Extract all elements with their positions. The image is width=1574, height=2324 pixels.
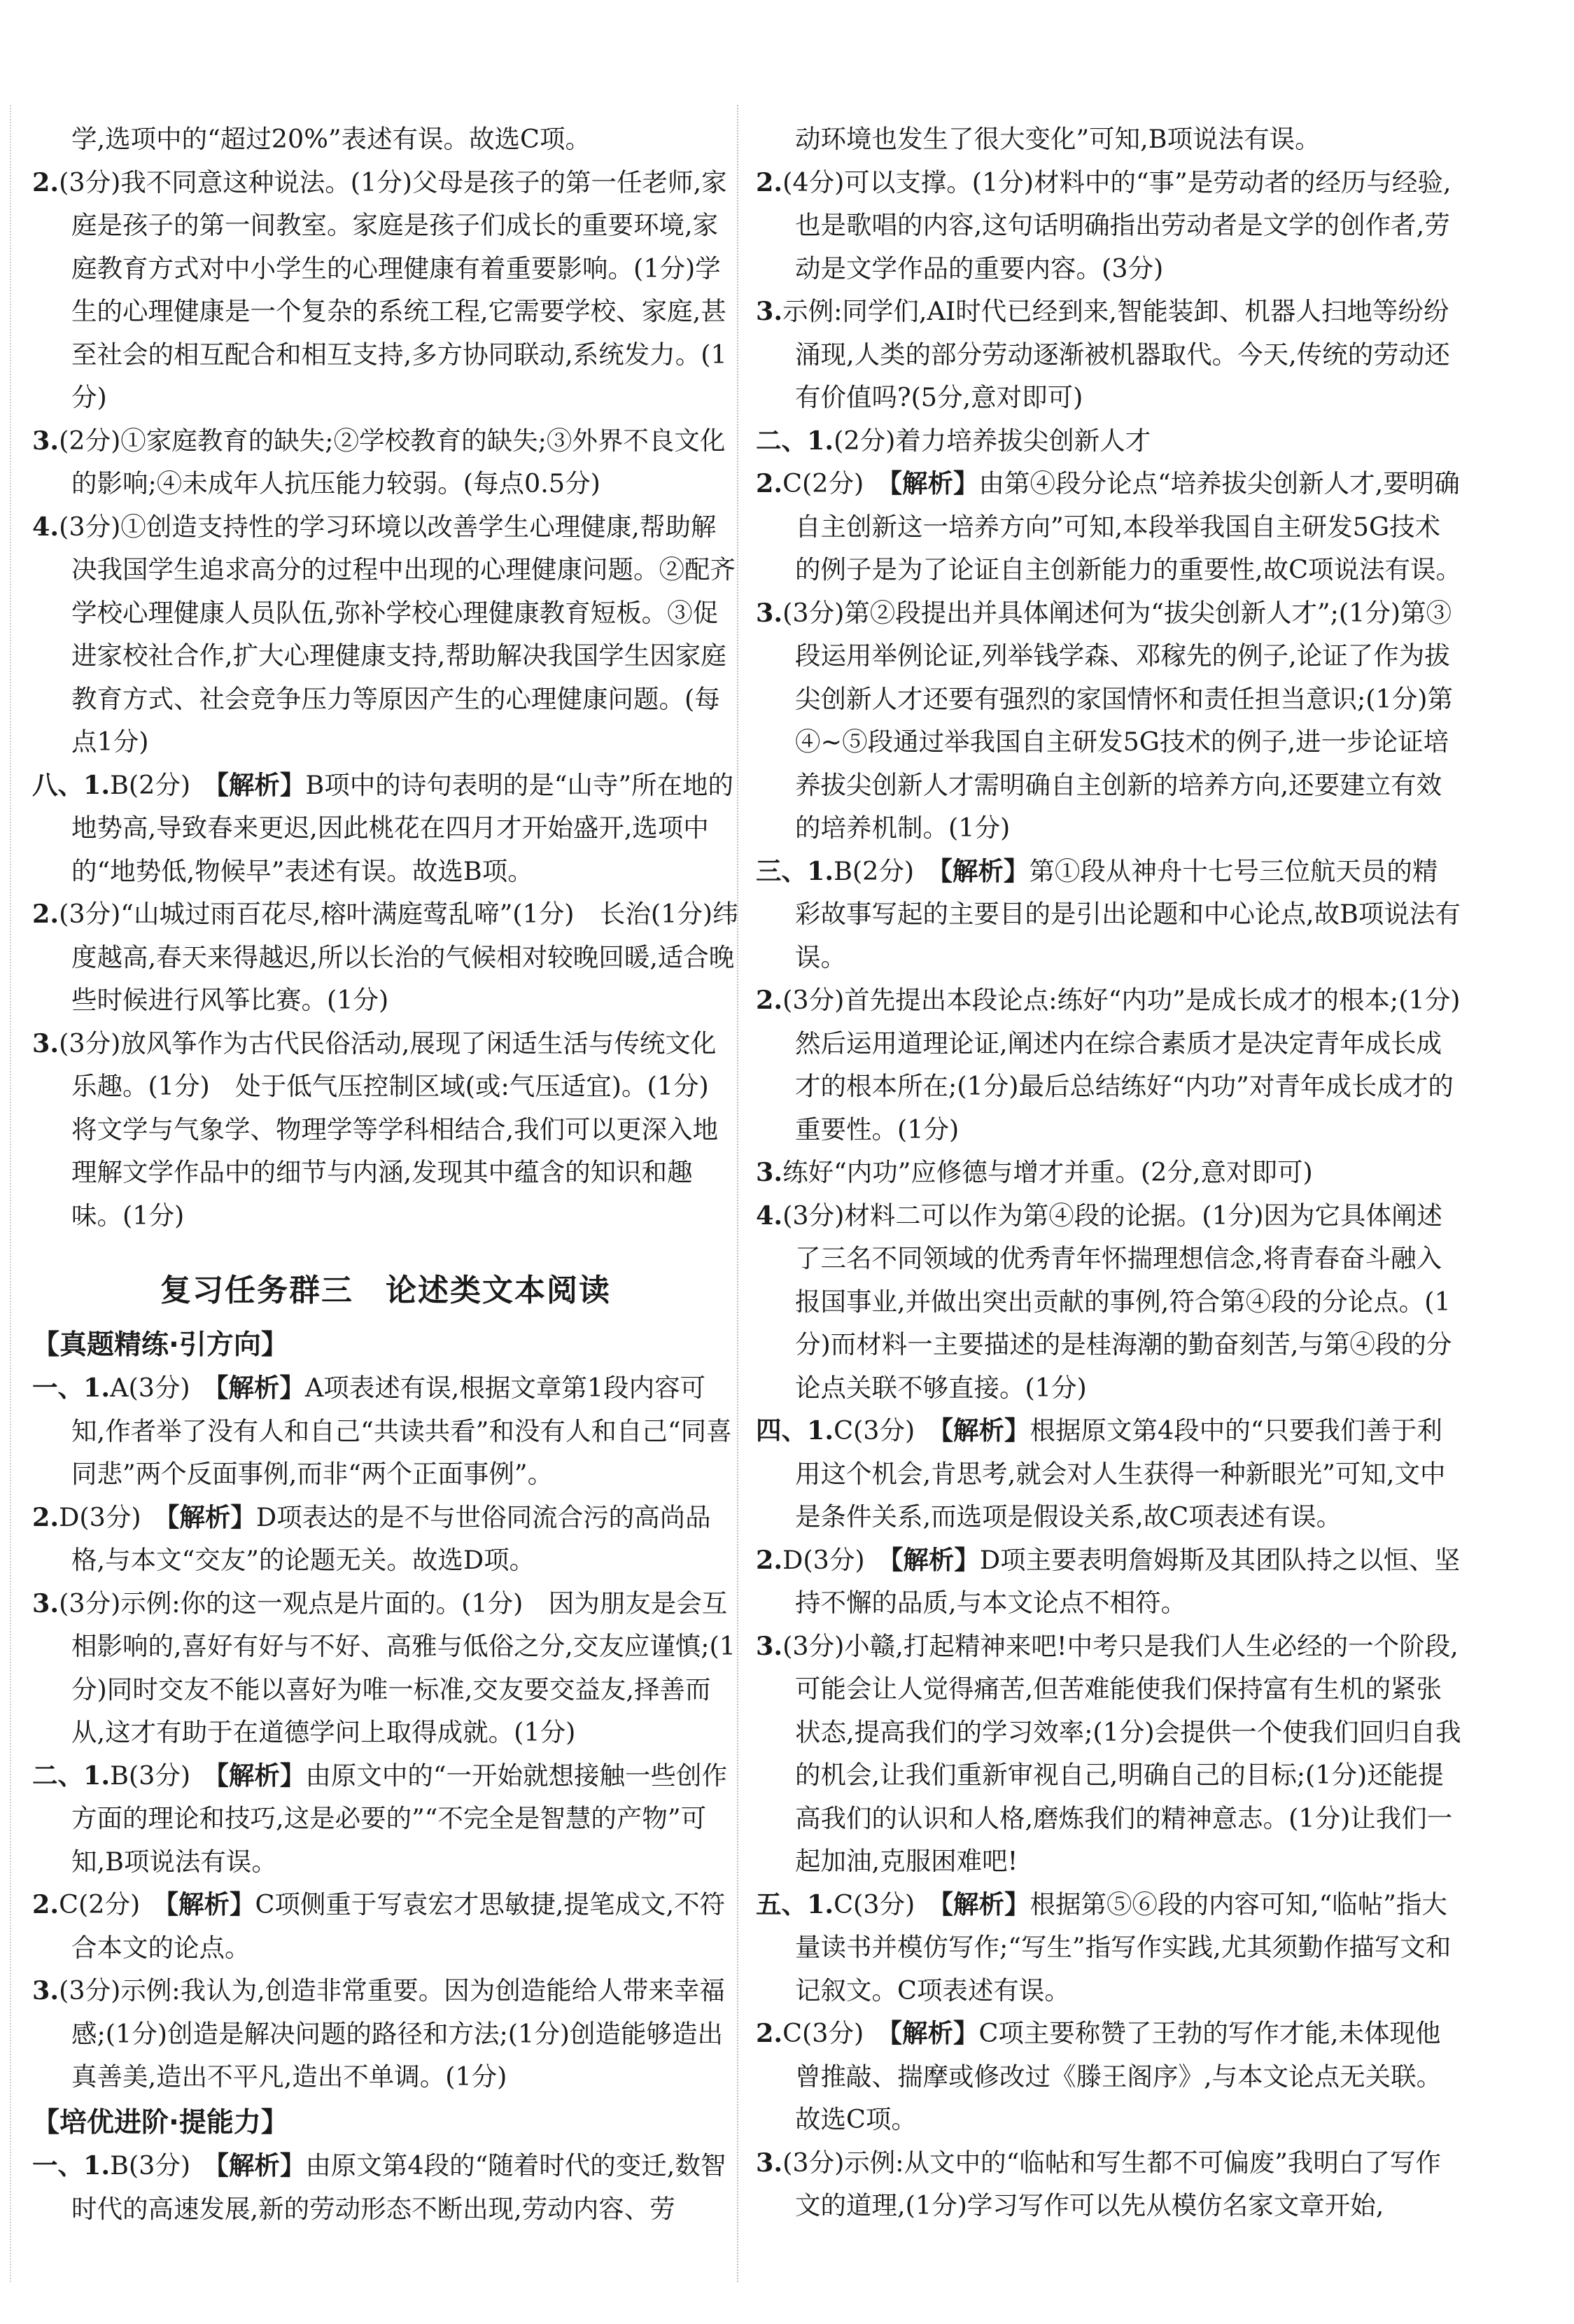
analysis-tag: 【解析】 bbox=[216, 1373, 305, 1403]
answer-item: 3.(3分)示例:我认为,创造非常重要。因为创造能给人带来幸福感;(1分)创造是解决问题的路径和方法;(1分)创造能够造出真善美,造出不平凡,造出不单调。(1分) bbox=[32, 1975, 725, 2092]
analysis-tag: 【解析】 bbox=[216, 1760, 306, 1791]
analysis-tag: 【解析】 bbox=[940, 1415, 1030, 1446]
answer-item: 3.(2分)①家庭教育的缺失;②学校教育的缺失;③外界不良文化的影响;④未成年人抗压能力较弱。(每点0.5分) bbox=[32, 425, 726, 498]
analysis-tag: 【解析】 bbox=[939, 855, 1030, 886]
answer-item: 五、1.C(3分) 【解析】根据第⑤⑥段的内容可知,“临帖”指大量读书并模仿写作;“写生”指写作实践,尤其须勤作描写文和记叙文。C项表述有误。 bbox=[756, 1889, 1452, 2005]
subsection-title: 【培优进阶·提能力】 bbox=[32, 2106, 288, 2138]
answer-item: 2.D(3分) 【解析】D项表达的是不与世俗同流合污的高尚品格,与本文“交友”的论题无关。故选D项。 bbox=[32, 1502, 711, 1575]
right-column bbox=[756, 118, 1463, 2227]
analysis-tag: 【解析】 bbox=[167, 1502, 256, 1532]
answer-item: 3.(3分)第②段提出并具体阐述何为“拔尖创新人才”;(1分)第③段运用举例论证,列举钱学森、邓稼先的例子,论证了作为拔尖创新人才还要有强烈的家国情怀和责任担当意识;(1分)第④~⑤段通过举我国自主研发5G技术的例子,进一步论证培养拔尖创新人才需明确自主创新的培养方向,还要建立有效的培养机制。(1分) bbox=[756, 597, 1453, 843]
answer-item: 二、1.B(3分) 【解析】由原文中的“一开始就想接触一些创作方面的理论和技巧,这是必要的”“不完全是智慧的产物”可知,B项说法有误。 bbox=[32, 1760, 728, 1877]
answer-item: 四、1.C(3分) 【解析】根据原文第4段中的“只要我们善于利用这个机会,肯思考,就会对人生获得一种新眼光”可知,文中是条件关系,而选项是假设关系,故C项表述有误。 bbox=[756, 1415, 1446, 1532]
answer-item: 2.C(3分) 【解析】C项主要称赞了王勃的写作才能,未体现他曾推敲、揣摩或修改过《滕王阁序》,与本文论点无关联。故选C项。 bbox=[756, 2018, 1442, 2134]
answer-item: 2.C(2分) 【解析】由第④段分论点“培养拔尖创新人才,要明确自主创新这一培养方向”可知,本段举我国自主研发5G技术的例子是为了论证自主创新能力的重要性,故C项说法有误。 bbox=[756, 468, 1462, 584]
answer-item: 4.(3分)材料二可以作为第④段的论据。(1分)因为它具体阐述了三名不同领域的优秀青年怀揣理想信念,将青春奋斗融入报国事业,并做出突出贡献的事例,符合第④段的分论点。(1分)而材料一主要描述的是桂海潮的勤奋刻苦,与第④段的分论点关联不够直接。(1分) bbox=[756, 1200, 1452, 1403]
analysis-tag: 【解析】 bbox=[165, 1889, 255, 1919]
analysis-tag: 【解析】 bbox=[216, 769, 306, 800]
answer-item: 2.(3分)“山城过雨百花尽,榕叶满庭莺乱啼”(1分) 长治(1分)纬度越高,春天来得越迟,所以长治的气候相对较晚回暖,适合晚些时候进行风筝比赛。(1分) bbox=[32, 899, 738, 1015]
answer-item: 3.练好“内功”应修德与增才并重。(2分,意对即可) bbox=[756, 1157, 1313, 1187]
answer-continuation: 动环境也发生了很大变化”可知,B项说法有误。 bbox=[795, 124, 1321, 154]
analysis-tag: 【解析】 bbox=[940, 1889, 1030, 1919]
answer-item: 2.(3分)我不同意这种说法。(1分)父母是孩子的第一任老师,家庭是孩子的第一间教室。家庭是孩子们成长的重要环境,家庭教育方式对中小学生的心理健康有着重要影响。(1分)学生的心理健康是一个复杂的系统工程,它需要学校、家庭,甚至社会的相互配合和相互支持,多方协同联动,系统发力。(1分) bbox=[32, 167, 727, 412]
analysis-tag: 【解析】 bbox=[889, 2018, 979, 2048]
answer-item: 3.示例:同学们,AI时代已经到来,智能装卸、机器人扫地等纷纷涌现,人类的部分劳动逐渐被机器取代。今天,传统的劳动还有价值吗?(5分,意对即可) bbox=[756, 296, 1450, 412]
analysis-tag: 【解析】 bbox=[889, 468, 979, 498]
answer-item: 2.(3分)首先提出本段论点:练好“内功”是成长成才的根本;(1分)然后运用道理论证,阐述内在综合素质才是决定青年成长成才的根本所在;(1分)最后总结练好“内功”对青年成长成才的重要性。(1分) bbox=[756, 985, 1461, 1144]
subsection-title: 【真题精练·引方向】 bbox=[32, 1329, 288, 1361]
answer-continuation: 学,选项中的“超过20%”表述有误。故选C项。 bbox=[71, 124, 591, 154]
answer-item: 2.(4分)可以支撑。(1分)材料中的“事”是劳动者的经历与经验,也是歌唱的内容,这句话明确指出劳动者是文学的创作者,劳动是文学作品的重要内容。(3分) bbox=[756, 167, 1452, 284]
binding-edge-line bbox=[10, 105, 11, 2282]
answer-item: 4.(3分)①创造支持性的学习环境以改善学生心理健康,帮助解决我国学生追求高分的过程中出现的心理健康问题。②配齐学校心理健康人员队伍,弥补学校心理健康教育短板。③促进家校社合作,扩大心理健康支持,帮助解决我国学生因家庭教育方式、社会竞争压力等原因产生的心理健康问题。(每点1分) bbox=[32, 511, 736, 757]
section-title: 复习任务群三 论述类文本阅读 bbox=[160, 1273, 611, 1308]
analysis-tag: 【解析】 bbox=[216, 2150, 306, 2180]
answer-item: 2.C(2分) 【解析】C项侧重于写袁宏才思敏捷,提笔成文,不符合本文的论点。 bbox=[32, 1889, 726, 1963]
answer-item: 3.(3分)示例:你的这一观点是片面的。(1分) 因为朋友是会互相影响的,喜好有好与不好、高雅与低俗之分,交友应谨慎;(1分)同时交友不能以喜好为唯一标准,交友要交益友,择善而从,这才有助于在道德学问上取得成就。(1分) bbox=[32, 1588, 736, 1747]
answer-item: 八、1.B(2分) 【解析】B项中的诗句表明的是“山寺”所在地的地势高,导致春来更迟,因此桃花在四月才开始盛开,选项中的“地势低,物候早”表述有误。故选B项。 bbox=[32, 769, 734, 886]
answer-item: 2.D(3分) 【解析】D项主要表明詹姆斯及其团队持之以恒、坚持不懈的品质,与本文论点不相符。 bbox=[756, 1544, 1461, 1618]
answer-item: 二、1.(2分)着力培养拔尖创新人才 bbox=[756, 425, 1151, 456]
left-column bbox=[32, 118, 739, 2230]
answer-item: 一、1.A(3分) 【解析】A项表述有误,根据文章第1段内容可知,作者举了没有人和自己“共读共看”和没有人和自己“同喜同悲”两个反面事例,而非“两个正面事例”。 bbox=[32, 1373, 732, 1489]
answer-item: 一、1.B(3分) 【解析】由原文第4段的“随着时代的变迁,数智时代的高速发展,新的劳动形态不断出现,劳动内容、劳 bbox=[32, 2150, 726, 2224]
answer-item: 三、1.B(2分) 【解析】第①段从神舟十七号三位航天员的精彩故事写起的主要目的是引出论题和中心论点,故B项说法有误。 bbox=[756, 855, 1461, 972]
answer-item: 3.(3分)示例:从文中的“临帖和写生都不可偏废”我明白了写作文的道理,(1分)学习写作可以先从模仿名家文章开始, bbox=[756, 2147, 1441, 2220]
answer-item: 3.(3分)放风筝作为古代民俗活动,展现了闲适生活与传统文化乐趣。(1分) 处于低气压控制区域(或:气压适宜)。(1分) 将文学与气象学、物理学等学科相结合,我们可以更深入地理解文学作品中的细节与内涵,发现其中蕴含的知识和趣味。(1分) bbox=[32, 1028, 735, 1231]
analysis-tag: 【解析】 bbox=[890, 1544, 980, 1575]
answer-item: 3.(3分)小赣,打起精神来吧!中考只是我们人生必经的一个阶段,可能会让人觉得痛苦,但苦难能使我们保持富有生机的紧张状态,提高我们的学习效率;(1分)会提供一个使我们回归自我的机会,让我们重新审视自己,明确自己的目标;(1分)还能提高我们的认识和人格,磨炼我们的精神意志。(1分)让我们一起加油,克服困难吧! bbox=[756, 1630, 1461, 1876]
